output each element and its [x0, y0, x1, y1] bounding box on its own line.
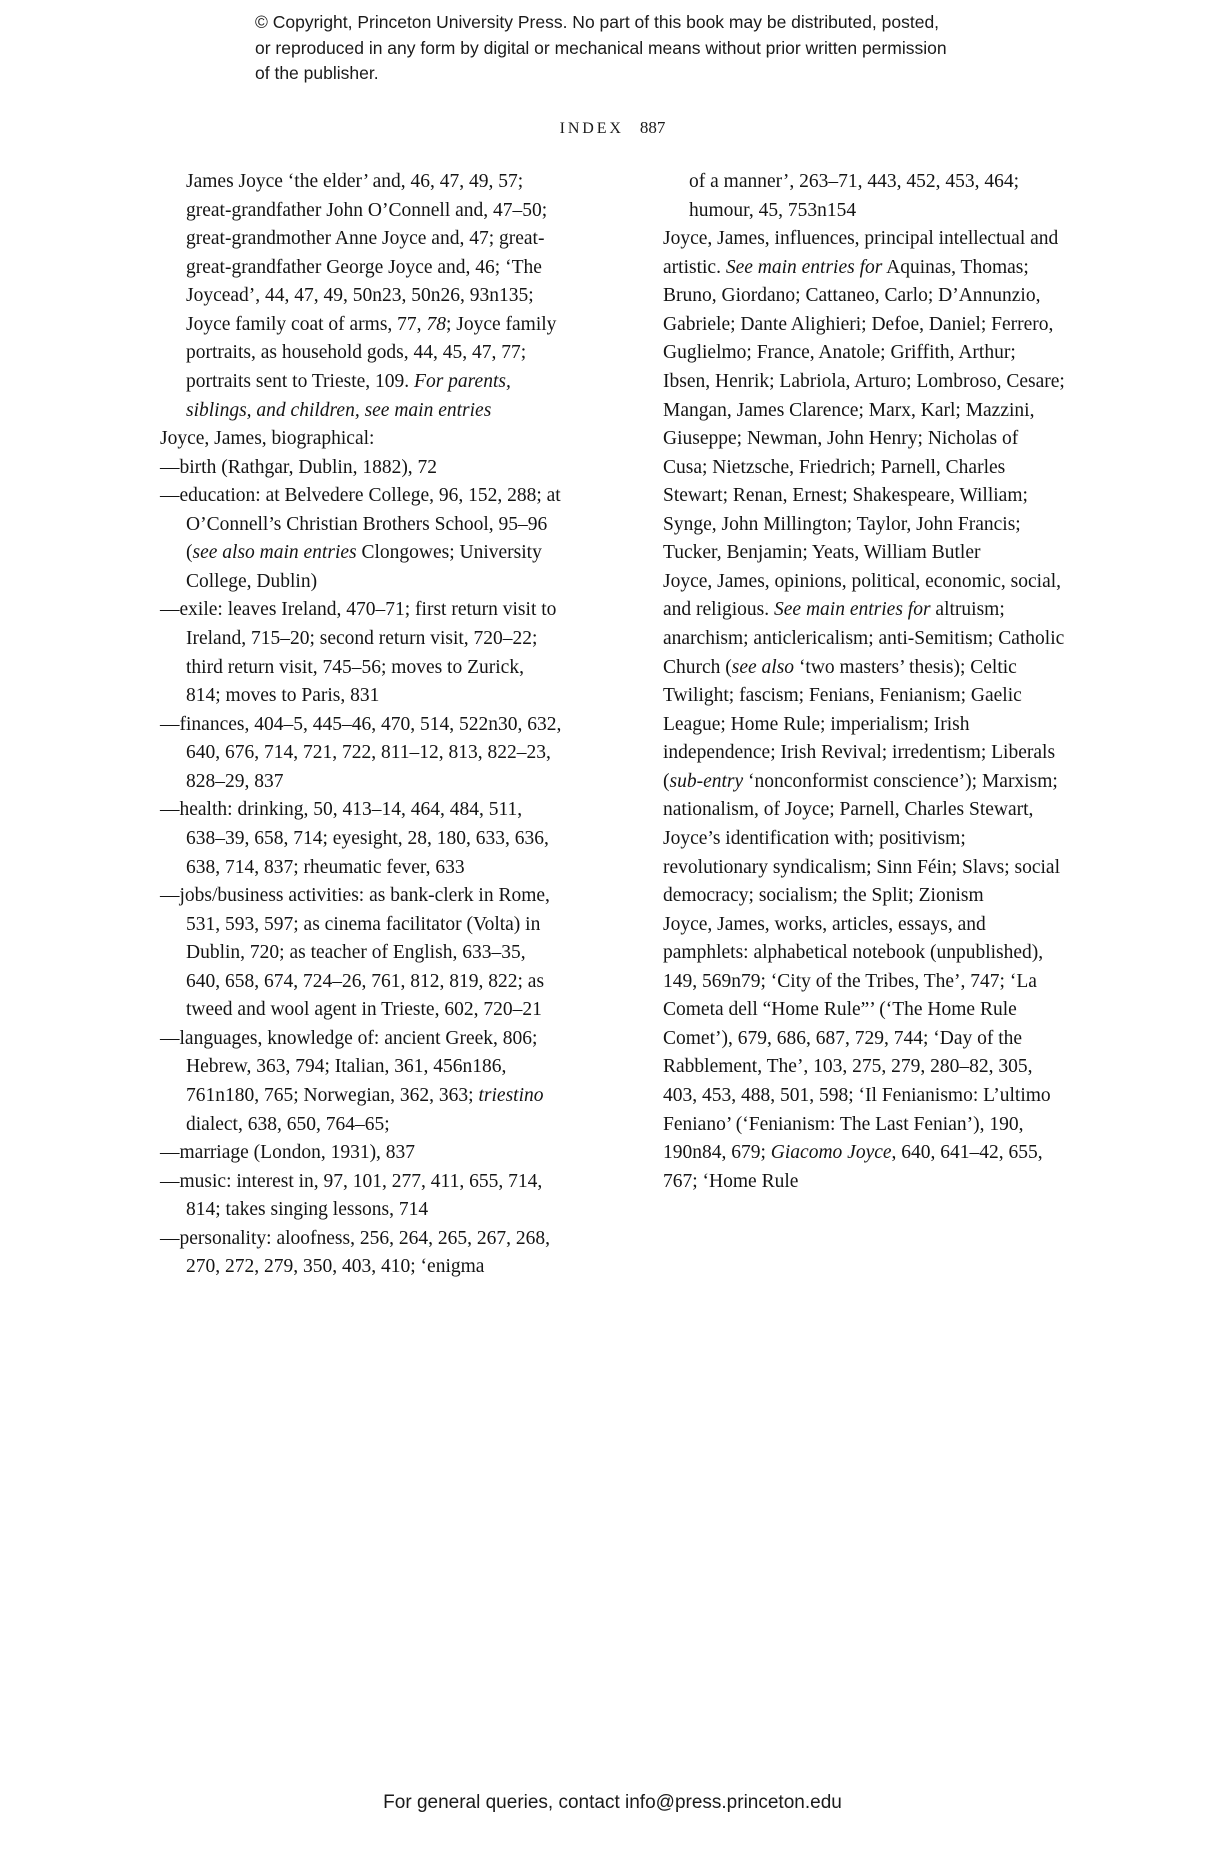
index-entry: [663, 225, 1065, 568]
index-entry-italic-text: see also: [731, 656, 795, 678]
index-entry-text: —birth (Rathgar, Dublin, 1882), 72: [160, 456, 438, 478]
index-entry-italic-text: 78: [426, 313, 446, 335]
index-entry: [663, 568, 1065, 911]
index-column-right: [663, 168, 1065, 1282]
index-entry: [160, 596, 562, 710]
index-entry-text: ; Joyce family portraits, as household gods, 44, 45, 47, 77; portraits sent to Trieste, 109.: [186, 313, 557, 392]
index-entry-text: altruism; anarchism; anticlericalism; anti-Semitism; Catholic Church (: [663, 599, 1065, 678]
running-head-label: INDEX: [559, 120, 624, 137]
index-entry-text: —health: drinking, 50, 413–14, 464, 484, 511, 638–39, 658, 714; eyesight, 28, 180, 633, 636, 638, 714, 837; rheumatic fever, 633: [160, 799, 549, 878]
index-entry-text: ‘nonconformist conscience’); Marxism; nationalism, of Joyce; Parnell, Charles Stewart, Joyce’s identification with; positivism; revolutionary syndicalism; Sinn Féin; Slavs; social democracy; socialism; the Split; Zionism: [663, 770, 1061, 907]
index-entry: [160, 882, 562, 1025]
index-entry-text: —music: interest in, 97, 101, 277, 411, 655, 714, 814; takes singing lessons, 714: [160, 1170, 543, 1221]
page-folio: 887: [639, 118, 666, 137]
index-entry-text: —education: at Belvedere College, 96, 152, 288; at O’Connell’s Christian Brothers School, 95–96 (: [160, 485, 561, 564]
index-entry: [160, 796, 562, 882]
index-entry-text: Joyce, James, opinions, political, economic, social, and religious.: [663, 570, 1062, 621]
index-entry: [663, 911, 1065, 1197]
index-entry-text: of a manner’, 263–71, 443, 452, 453, 464; humour, 45, 753n154: [689, 171, 1020, 221]
index-entry-text: Clongowes; University College, Dublin): [186, 542, 542, 592]
index-entry-text: Joyce, James, biographical:: [160, 428, 375, 450]
index-entry-italic-text: sub-entry: [669, 770, 744, 792]
index-entry-text: —personality: aloofness, 256, 264, 265, 267, 268, 270, 272, 279, 350, 403, 410; ‘enigma: [160, 1227, 550, 1278]
index-entry: [160, 1225, 562, 1282]
index-entry-italic-text: See main entries for: [774, 599, 931, 621]
footer-queries-note: For general queries, contact info@press.princeton.edu: [383, 1792, 842, 1813]
index-entry: [160, 482, 562, 596]
index-column-left: [160, 168, 562, 1282]
index-entry: [160, 168, 562, 425]
index-entry-italic-text: see also main entries: [192, 542, 357, 564]
index-entry-text: —jobs/business activities: as bank-clerk in Rome, 531, 593, 597; as cinema facilitator (Volta) in Dublin, 720; as teacher of English, 633–35, 640, 658, 674, 724–26, 761, 812, 819, 822; as tweed and wool agent in Trieste, 602, 720–21: [160, 885, 550, 1021]
index-entry-text: —languages, knowledge of: ancient Greek, 806; Hebrew, 363, 794; Italian, 361, 456n186, 761n180, 765; Norwegian, 362, 363;: [160, 1027, 538, 1106]
index-entry: [160, 425, 562, 454]
index-entry-text: , 640, 641–42, 655, 767; ‘Home Rule: [663, 1142, 1043, 1192]
index-entry: [160, 711, 562, 797]
index-entry-italic-text: See main entries for: [725, 256, 883, 278]
index-entry-text: —exile: leaves Ireland, 470–71; first return visit to Ireland, 715–20; second return visit, 720–22; third return visit, 745–56; moves to Zurick, 814; moves to Paris, 831: [160, 599, 557, 707]
index-entry-text: —marriage (London, 1931), 837: [160, 1142, 416, 1164]
running-head: [0, 118, 1225, 138]
index-entry: [160, 454, 562, 483]
index-entry: [160, 1025, 562, 1139]
index-entry-italic-text: Giacomo Joyce: [770, 1142, 892, 1164]
index-entry-text: James Joyce ‘the elder’ and, 46, 47, 49, 57; great-grandfather John O’Connell and, 47–50; great-grandmother Anne Joyce and, 47; great-great-grandfather George Joyce and, 46; ‘The Joycead’, 44, 47, 49, 50n23, 50n26, 93n135; Joyce family coat of arms, 77,: [186, 171, 548, 335]
copyright-notice: © Copyright, Princeton University Press. No part of this book may be distributed, posted, or reproduced in any form by digital or mechanical means without prior written permission of the publisher.: [255, 12, 947, 84]
index-entry: [663, 168, 1065, 225]
index-entry-text: —finances, 404–5, 445–46, 470, 514, 522n30, 632, 640, 676, 714, 721, 722, 811–12, 813, 822–23, 828–29, 837: [160, 713, 562, 792]
index-entry-text: ‘two masters’ thesis); Celtic Twilight; fascism; Fenians, Fenianism; Gaelic League; Home Rule; imperialism; Irish independence; Irish Revival; irredentism; Liberals (: [663, 656, 1056, 792]
index-entry: [160, 1168, 562, 1225]
index-entry-italic-text: For parents, siblings, and children, see main entries: [186, 370, 511, 421]
index-entry-text: Joyce, James, works, articles, essays, and pamphlets: alphabetical notebook (unpublished), 149, 569n79; ‘City of the Tribes, The’, 747; ‘La Cometa dell “Home Rule”’ (‘The Home Rule Comet’), 679, 686, 687, 729, 744; ‘Day of the Rabblement, The’, 103, 275, 279, 280–82, 305, 403, 453, 488, 501, 598; ‘Il Fenianismo: L’ultimo Feniano’ (‘Fenianism: The Last Fenian’), 190, 190n84, 679;: [663, 913, 1051, 1164]
index-entry-italic-text: triestino: [478, 1085, 544, 1106]
index-entry: [160, 1139, 562, 1168]
index-entry-text: Joyce, James, influences, principal intellectual and artistic.: [663, 228, 1059, 278]
index-entry-text: dialect, 638, 650, 764–65;: [186, 1113, 390, 1135]
index-entry-text: Aquinas, Thomas; Bruno, Giordano; Cattaneo, Carlo; D’Annunzio, Gabriele; Dante Alighieri; Defoe, Daniel; Ferrero, Guglielmo; France, Anatole; Griffith, Arthur; Ibsen, Henrik; Labriola, Arturo; Lombroso, Cesare; Mangan, James Clarence; Marx, Karl; Mazzini, Giuseppe; Newman, John Henry; Nicholas of Cusa; Nietzsche, Friedrich; Parnell, Charles Stewart; Renan, Ernest; Shakespeare, William; Synge, John Millington; Taylor, John Francis; Tucker, Benjamin; Yeats, William Butler: [663, 256, 1065, 564]
index-columns: [160, 168, 1065, 1282]
